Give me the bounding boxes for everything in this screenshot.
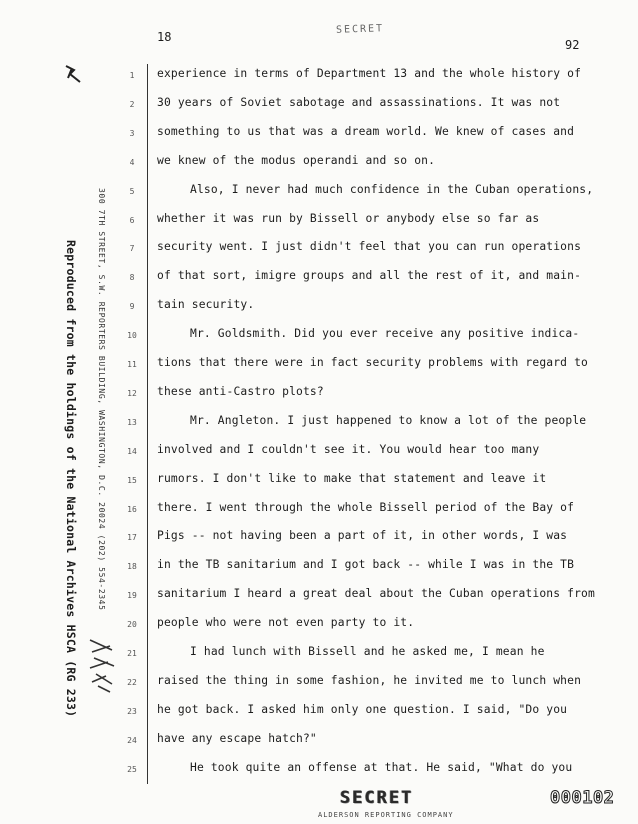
- line-number: 2: [129, 99, 135, 109]
- transcript-line: [0, 582, 638, 606]
- line-text: 30 years of Soviet sabotage and assassinations. It was not: [157, 95, 561, 109]
- transcript-line: [0, 293, 638, 317]
- line-text: in the TB sanitarium and I got back -- while I was in the TB: [157, 558, 575, 572]
- line-text: have any escape hatch?": [157, 731, 317, 745]
- transcript-line: [0, 120, 638, 144]
- transcript-line: [0, 409, 638, 433]
- reporting-company: ALDERSON REPORTING COMPANY: [318, 811, 454, 819]
- line-number: 17: [127, 533, 137, 543]
- line-text: people who were not even party to it.: [157, 616, 415, 630]
- line-text: something to us that was a dream world. We knew of cases and: [157, 124, 575, 138]
- line-number: 5: [129, 186, 135, 196]
- line-number: 13: [127, 417, 137, 427]
- transcript-line: [0, 524, 638, 548]
- line-number: 21: [127, 649, 137, 658]
- line-number: 18: [127, 562, 137, 572]
- line-text: experience in terms of Department 13 and the whole history of: [157, 67, 582, 80]
- transcript-line: [0, 756, 638, 780]
- document-number: 000102: [550, 788, 615, 808]
- line-text: he got back. I asked him only one question. I said, "Do you: [157, 702, 568, 716]
- transcript-line: [0, 467, 638, 491]
- transcript-line: [0, 669, 638, 693]
- line-number: 1: [129, 71, 135, 80]
- line-number: 25: [127, 764, 137, 774]
- line-text: I had lunch with Bissell and he asked me, I mean he: [190, 645, 545, 658]
- transcript-line: [0, 640, 638, 664]
- line-number: 16: [127, 504, 137, 514]
- transcript-line: [0, 496, 638, 520]
- archive-note: Reproduced from the holdings of the National Archives HSCA (RG 233): [64, 240, 78, 718]
- line-number: 12: [127, 388, 137, 398]
- line-text: these anti-Castro plots?: [157, 384, 324, 398]
- transcript-line: [0, 322, 638, 346]
- line-text: rumors. I don't like to make that statement and leave it: [157, 471, 547, 485]
- transcript-line: [0, 438, 638, 462]
- line-number: 7: [129, 244, 135, 254]
- line-text: tain security.: [157, 298, 255, 312]
- line-number: 6: [129, 215, 135, 225]
- reporter-address: 300 7TH STREET, S.W. REPORTERS BUILDING, WASHINGTON, D.C. 20024 (202) 554-2345: [97, 188, 106, 611]
- line-number: 24: [127, 735, 137, 745]
- line-text: raised the thing in some fashion, he invited me to lunch when: [157, 673, 582, 687]
- footer-classification-stamp: SECRET: [340, 788, 414, 808]
- line-text: sanitarium I heard a great deal about the Cuban operations from: [157, 587, 595, 601]
- transcript-line: [0, 149, 638, 173]
- line-number: 8: [129, 273, 135, 283]
- transcript-line: [0, 611, 638, 635]
- transcript-line: [0, 207, 638, 231]
- line-text: tions that there were in fact security problems with regard to: [157, 356, 588, 369]
- line-text: involved and I couldn't see it. You would hear too many: [157, 442, 540, 456]
- transcript-line: [0, 235, 638, 259]
- line-text: He took quite an offense at that. He said, "What do you: [190, 760, 573, 774]
- line-text: of that sort, imigre groups and all the rest of it, and main-: [157, 269, 582, 283]
- page-number-left: 18: [157, 30, 172, 44]
- line-text: there. I went through the whole Bissell period of the Bay of: [157, 500, 575, 514]
- transcript-line: [0, 380, 638, 404]
- line-text: whether it was run by Bissell or anybody else so far as: [157, 211, 540, 225]
- line-text: Mr. Angleton. I just happened to know a lot of the people: [190, 413, 587, 427]
- transcript-line: [0, 698, 638, 722]
- line-number: 10: [127, 331, 137, 341]
- line-number: 19: [127, 591, 137, 601]
- line-number: 23: [127, 706, 137, 716]
- transcript-line: [0, 91, 638, 115]
- line-number: 15: [127, 475, 137, 485]
- line-text: Pigs -- not having been a part of it, in other words, I was: [157, 529, 568, 543]
- line-number: 9: [129, 302, 135, 312]
- line-number: 3: [129, 128, 135, 138]
- line-text: security went. I just didn't feel that you can run operations: [157, 240, 582, 254]
- transcript-line: [0, 351, 638, 375]
- line-number: 4: [129, 157, 135, 167]
- page-number-right: 92: [565, 38, 580, 52]
- line-text: we knew of the modus operandi and so on.: [157, 153, 436, 167]
- line-number: 11: [127, 360, 137, 369]
- line-number: 20: [127, 620, 137, 630]
- transcript-line: [0, 178, 638, 202]
- transcript-line: [0, 727, 638, 751]
- top-classification-stamp: SECRET: [335, 23, 385, 36]
- transcript-line: [0, 62, 638, 86]
- transcript-line: [0, 264, 638, 288]
- line-text: Also, I never had much confidence in the Cuban operations,: [190, 182, 594, 196]
- line-number: 14: [127, 446, 137, 456]
- line-text: Mr. Goldsmith. Did you ever receive any positive indica-: [190, 327, 580, 341]
- transcript-line: [0, 553, 638, 577]
- line-number: 22: [127, 677, 137, 687]
